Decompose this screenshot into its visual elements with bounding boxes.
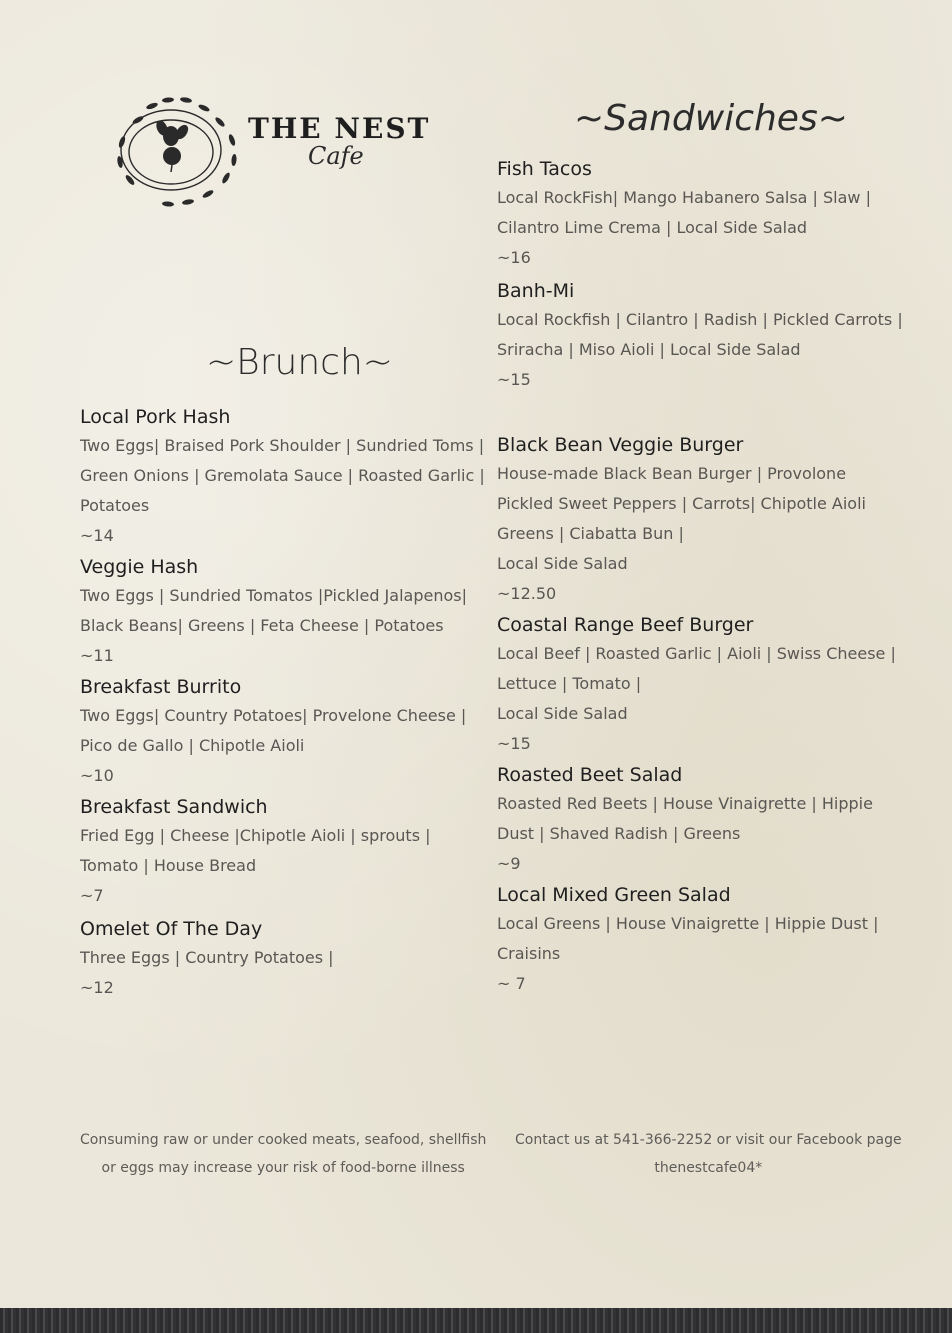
menu-item bbox=[497, 155, 917, 273]
item-description: Sriracha | Miso Aioli | Local Side Salad bbox=[497, 340, 801, 359]
item-description: Pico de Gallo | Chipotle Aioli bbox=[80, 736, 305, 755]
item-name: Local Pork Hash bbox=[80, 406, 231, 428]
item-description: Potatoes bbox=[80, 496, 150, 515]
item-price: ~14 bbox=[80, 526, 114, 545]
sandwiches-section-title: ~Sandwiches~ bbox=[574, 98, 848, 139]
item-name: Banh-Mi bbox=[497, 280, 575, 302]
item-description: Two Eggs| Braised Pork Shoulder | Sundried Toms | bbox=[80, 436, 485, 455]
item-name: Breakfast Sandwich bbox=[80, 796, 268, 818]
item-price: ~ 7 bbox=[497, 974, 526, 993]
item-description: Three Eggs | Country Potatoes | bbox=[80, 948, 334, 967]
item-price: ~12 bbox=[80, 978, 114, 997]
menu-item bbox=[80, 403, 495, 551]
item-price: ~15 bbox=[497, 370, 531, 389]
menu-item bbox=[497, 611, 917, 759]
food-safety-notice bbox=[80, 1126, 486, 1182]
item-name: Fish Tacos bbox=[497, 158, 592, 180]
item-description: Cilantro Lime Crema | Local Side Salad bbox=[497, 218, 808, 237]
item-description: Local RockFish| Mango Habanero Salsa | Slaw | bbox=[497, 188, 871, 207]
contact-line: Contact us at 541-366-2252 or visit our Facebook page bbox=[515, 1132, 902, 1148]
item-description: Lettuce | Tomato | bbox=[497, 674, 642, 693]
menu-item bbox=[80, 673, 495, 791]
facebook-handle: thenestcafe04* bbox=[654, 1160, 763, 1176]
item-price: ~11 bbox=[80, 646, 114, 665]
item-name: Breakfast Burrito bbox=[80, 676, 242, 698]
contact-info bbox=[515, 1126, 902, 1182]
item-price: ~15 bbox=[497, 734, 531, 753]
carpet-background bbox=[0, 1308, 952, 1333]
item-description: Local Side Salad bbox=[497, 554, 628, 573]
item-price: ~10 bbox=[80, 766, 114, 785]
sandwiches-list bbox=[497, 155, 917, 999]
menu-item bbox=[497, 431, 917, 609]
menu-item bbox=[80, 915, 495, 1003]
cafe-logo bbox=[108, 92, 438, 217]
item-description: Tomato | House Bread bbox=[80, 856, 257, 875]
item-price: ~12.50 bbox=[497, 584, 557, 603]
item-price: ~7 bbox=[80, 886, 104, 905]
brunch-section-title: ~Brunch~ bbox=[206, 342, 393, 383]
logo-title: THE NEST bbox=[248, 112, 431, 145]
notice-line: or eggs may increase your risk of food-borne illness bbox=[101, 1160, 465, 1176]
item-description: Local Side Salad bbox=[497, 704, 628, 723]
item-name: Black Bean Veggie Burger bbox=[497, 434, 744, 456]
menu-item bbox=[497, 277, 917, 395]
item-description: Local Greens | House Vinaigrette | Hippie Dust | bbox=[497, 914, 879, 933]
brunch-list bbox=[80, 403, 495, 1003]
menu-item bbox=[80, 793, 495, 911]
item-price: ~9 bbox=[497, 854, 521, 873]
logo-subtitle: Cafe bbox=[308, 142, 364, 170]
item-name: Veggie Hash bbox=[80, 556, 199, 578]
item-description: Two Eggs| Country Potatoes| Provelone Cheese | bbox=[80, 706, 467, 725]
nest-wreath-icon bbox=[108, 92, 248, 217]
item-description: Greens | Ciabatta Bun | bbox=[497, 524, 684, 543]
item-description: Local Rockfish | Cilantro | Radish | Pickled Carrots | bbox=[497, 310, 903, 329]
item-description: Dust | Shaved Radish | Greens bbox=[497, 824, 741, 843]
item-name: Roasted Beet Salad bbox=[497, 764, 683, 786]
item-description: House-made Black Bean Burger | Provolone bbox=[497, 464, 847, 483]
notice-line: Consuming raw or under cooked meats, seafood, shellfish bbox=[80, 1132, 487, 1148]
menu-item bbox=[497, 761, 917, 879]
menu-item bbox=[80, 553, 495, 671]
menu-item bbox=[497, 881, 917, 999]
item-description: Two Eggs | Sundried Tomatos |Pickled Jalapenos| bbox=[80, 586, 467, 605]
item-description: Black Beans| Greens | Feta Cheese | Potatoes bbox=[80, 616, 444, 635]
item-description: Craisins bbox=[497, 944, 561, 963]
item-description: Local Beef | Roasted Garlic | Aioli | Swiss Cheese | bbox=[497, 644, 896, 663]
item-name: Coastal Range Beef Burger bbox=[497, 614, 754, 636]
item-description: Roasted Red Beets | House Vinaigrette | Hippie bbox=[497, 794, 873, 813]
item-name: Omelet Of The Day bbox=[80, 918, 263, 940]
item-name: Local Mixed Green Salad bbox=[497, 884, 731, 906]
item-description: Fried Egg | Cheese |Chipotle Aioli | sprouts | bbox=[80, 826, 431, 845]
item-description: Green Onions | Gremolata Sauce | Roasted Garlic | bbox=[80, 466, 485, 485]
item-price: ~16 bbox=[497, 248, 531, 267]
item-description: Pickled Sweet Peppers | Carrots| Chipotle Aioli bbox=[497, 494, 866, 513]
